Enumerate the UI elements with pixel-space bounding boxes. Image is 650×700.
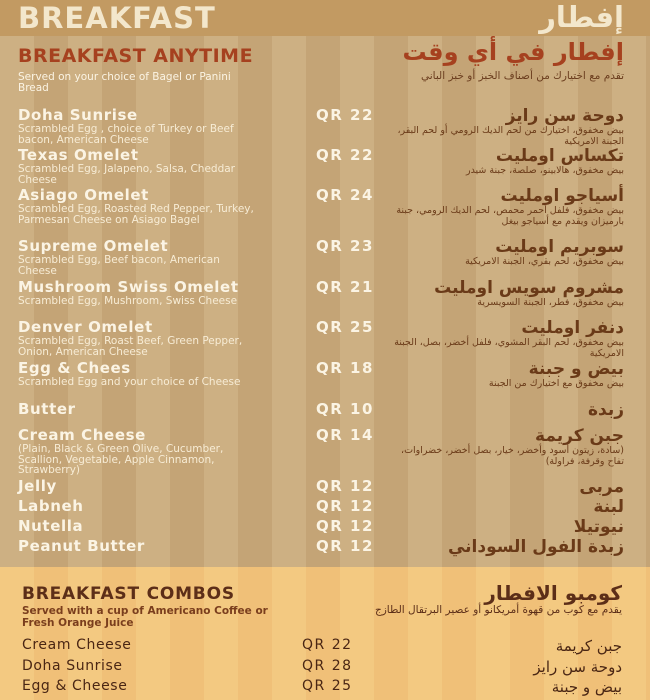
menu-item-price: QR 23 xyxy=(316,237,374,255)
menu-item-name: Cream Cheese xyxy=(18,426,146,444)
header-title-en: BREAKFAST xyxy=(18,1,216,35)
menu-item-desc: Scrambled Egg and your choice of Cheese xyxy=(18,376,241,388)
menu-item-price: QR 22 xyxy=(316,146,374,164)
menu-item-name: Peanut Butter xyxy=(18,537,145,555)
combo-item-name: Cream Cheese xyxy=(22,637,132,653)
menu-item-name: Jelly xyxy=(18,477,57,495)
combo-item xyxy=(0,637,650,657)
menu-item-name-ar: جبن كريمة xyxy=(535,426,624,446)
menu-item-name-ar: أسياجو اومليت xyxy=(500,186,624,206)
menu-item-desc-ar: بيض مخفوق، هالابينو، صلصة، جبنة شيدر xyxy=(465,165,624,176)
menu-item-name-ar: سوبريم اومليت xyxy=(495,237,624,257)
menu-item-desc: (Plain, Black & Green Olive, Cucumber, Scallion, Vegetable, Apple Cinnamon, Strawberry) xyxy=(18,443,224,476)
menu-item-desc: Scrambled Egg, Beef bacon, American Cheese xyxy=(18,254,220,277)
combo-desc-ar: يقدم مع كوب من قهوة أمريكانو أو عصير البرتقال الطازج xyxy=(374,604,622,616)
menu-item-desc-ar: بيض مخفوق، اختيارك من لحم الديك الرومي أو لحم البقر، الجبنة الامريكية xyxy=(397,125,624,147)
menu-item-name: Asiago Omelet xyxy=(18,186,149,204)
combo-item-name-ar: دوحة سن رايز xyxy=(533,658,622,676)
menu-item-name-ar: دنفر اومليت xyxy=(521,318,624,338)
menu-item-price: QR 18 xyxy=(316,359,374,377)
menu-item-price: QR 24 xyxy=(316,186,374,204)
section-desc-ar: تقدم مع اختيارك من أصناف الخبز أو خبز الباني xyxy=(421,70,624,82)
menu-item-name-ar: نيوتيلا xyxy=(573,517,624,537)
menu-item-name-ar: دوحة سن رايز xyxy=(505,106,624,126)
menu-item-desc-ar: بيض مخفوق، لحم البقر المشوي، فلفل أخضر، بصل، الجبنة الامريكية xyxy=(394,337,624,359)
menu-item-desc: Scrambled Egg, Mushroom, Swiss Cheese xyxy=(18,295,238,307)
menu-item-price: QR 14 xyxy=(316,426,374,444)
menu-item-desc: Scrambled Egg, Roast Beef, Green Pepper, Onion, American Cheese xyxy=(18,335,243,358)
menu-item-name-ar: زبدة الفول السوداني xyxy=(447,537,624,557)
menu-item-name: Nutella xyxy=(18,517,84,535)
menu-item-price: QR 10 xyxy=(316,400,374,418)
section-title-en: BREAKFAST ANYTIME xyxy=(18,45,254,67)
combo-title-ar: كومبو الافطار xyxy=(484,581,622,605)
menu-item-name-ar: مربى xyxy=(579,477,624,497)
menu-item-name-ar: مشروم سويس اومليت xyxy=(434,278,624,298)
header-title-ar: إفطار xyxy=(539,0,624,34)
menu-item-price: QR 22 xyxy=(316,106,374,124)
menu-item-price: QR 25 xyxy=(316,318,374,336)
menu-item-name: Supreme Omelet xyxy=(18,237,169,255)
combo-item-price: QR 22 xyxy=(302,637,353,653)
menu-item-name: Butter xyxy=(18,400,76,418)
combo-item-name-ar: بيض و جبنة xyxy=(551,678,622,696)
combo-item-name: Egg & Cheese xyxy=(22,678,128,694)
combo-desc-en: Served with a cup of Americano Coffee or Fresh Orange Juice xyxy=(22,605,268,629)
menu-item-name: Labneh xyxy=(18,497,84,515)
section-title-ar: إفطار في أي وقت xyxy=(402,38,624,66)
menu-item-name: Egg & Chees xyxy=(18,359,131,377)
menu-item-desc: Scrambled Egg, Roasted Red Pepper, Turkey, Parmesan Cheese on Asiago Bagel xyxy=(18,203,254,226)
menu-item-desc-ar: بيض مخفوق، فطر، الجبنة السويسرية xyxy=(477,297,624,308)
menu-item-name-ar: لبنة xyxy=(593,497,624,517)
menu-item-name: Mushroom Swiss Omelet xyxy=(18,278,239,296)
menu-item-desc-ar: بيض مخفوق، لحم بقري، الجبنة الامريكية xyxy=(465,256,624,267)
combo-item-name-ar: جبن كريمة xyxy=(555,637,622,655)
combo-item-price: QR 28 xyxy=(302,658,353,674)
menu-item-desc-ar: بيض مخفوق مع اختيارك من الجبنة xyxy=(488,378,624,389)
menu-item-name: Denver Omelet xyxy=(18,318,153,336)
combo-item xyxy=(0,658,650,678)
menu-item-name: Doha Sunrise xyxy=(18,106,138,124)
menu-item-name-ar: زبدة xyxy=(587,400,624,420)
menu-item-price: QR 12 xyxy=(316,517,374,535)
menu-item-desc: Scrambled Egg, Jalapeno, Salsa, Cheddar Cheese xyxy=(18,163,235,186)
combo-item xyxy=(0,678,650,698)
menu-item-name: Texas Omelet xyxy=(18,146,139,164)
menu-item-price: QR 12 xyxy=(316,477,374,495)
menu-item-desc-ar: (سادة، زيتون أسود وأخضر، خيار، بصل أخضر، خضراوات، تفاح وقرفة، فراولة) xyxy=(401,445,624,467)
menu-item-price: QR 21 xyxy=(316,278,374,296)
menu-item-desc: Scrambled Egg , choice of Turkey or Beef bacon, American Cheese xyxy=(18,123,234,146)
menu-item-price: QR 12 xyxy=(316,537,374,555)
combo-item-name: Doha Sunrise xyxy=(22,658,123,674)
section-desc-en: Served on your choice of Bagel or Panini Bread xyxy=(18,71,231,94)
menu-item-price: QR 12 xyxy=(316,497,374,515)
menu-item-name-ar: تكساس اومليت xyxy=(495,146,624,166)
menu-item-name-ar: بيض و جبنة xyxy=(528,359,624,379)
menu-item-desc-ar: بيض مخفوق، فلفل أحمر محمص، لحم الديك الرومي، جبنة بارميزان ويقدم مع أسياجو بيغل xyxy=(396,205,624,227)
combo-item-price: QR 25 xyxy=(302,678,353,694)
header-bar xyxy=(0,0,650,36)
combo-title-en: BREAKFAST COMBOS xyxy=(22,584,235,604)
combo-panel xyxy=(0,567,650,700)
